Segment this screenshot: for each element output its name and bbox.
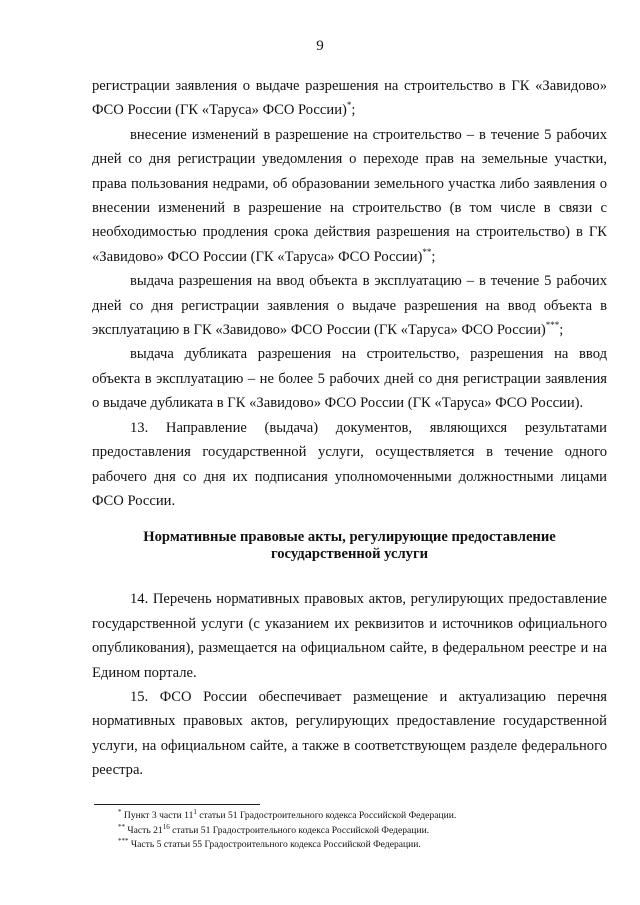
footnote-1 bbox=[118, 809, 598, 824]
footnote-mark: ** bbox=[118, 822, 125, 831]
footnote-superscript: 1 bbox=[193, 807, 197, 816]
paragraph-13: 13. Направление (выдача) документов, являющихся результатами предоставления государственной услуги, осуществляется в течение одного рабочего дня со дня их подписания уполномоченными должностными лицами ФСО России. bbox=[92, 419, 607, 509]
footnote-divider bbox=[94, 804, 260, 805]
paragraph-14: 14. Перечень нормативных правовых актов, регулирующих предоставление государственной услуги (с указанием их реквизитов и источников официального опубликования), размещается на официальном сайте, в федеральном реестре и на Едином портале. bbox=[92, 591, 607, 681]
footnote-ref: *** bbox=[545, 320, 560, 331]
footnote-text: статьи 51 Градостроительного кодекса Российской Федерации. bbox=[169, 824, 430, 836]
footnote-text: Часть 21 bbox=[127, 824, 163, 836]
paragraph-text: выдача разрешения на ввод объекта в эксплуатацию – в течение 5 рабочих дней со дня регистрации заявления о выдаче разрешения на ввод объекта в эксплуатацию в ГК «Завидово» ФСО России (ГК «Таруса» ФСО России) bbox=[92, 273, 607, 339]
footnote-superscript: 16 bbox=[162, 822, 170, 831]
footnote-ref: ** bbox=[422, 246, 432, 257]
section-heading bbox=[92, 529, 607, 563]
footnote-text: Часть 5 статьи 55 Градостроительного кодекса Российской Федерации. bbox=[130, 839, 421, 850]
body-text bbox=[92, 74, 607, 783]
paragraph-continuation: регистрации заявления о выдаче разрешения на строительство в ГК «Завидово» ФСО России (ГК «Таруса» ФСО России)*; bbox=[92, 78, 607, 119]
paragraph-commissioning: выдача разрешения на ввод объекта в эксплуатацию – в течение 5 рабочих дней со дня регистрации заявления о выдаче разрешения на ввод объекта в эксплуатацию в ГК «Завидово» ФСО России (ГК «Таруса» ФСО России)***; bbox=[92, 273, 607, 339]
paragraph-text: внесение изменений в разрешение на строительство – в течение 5 рабочих дней со дня регистрации уведомления о переходе прав на земельные участки, права пользования недрами, об образовании земельного участка либо заявления о внесении изменений в разрешение на строительство (в том числе в связи с необходимостью продления срока действия разрешения на строительство) в ГК «Завидово» ФСО России (ГК «Таруса» ФСО России) bbox=[92, 126, 607, 265]
paragraph-text: регистрации заявления о выдаче разрешения на строительство в ГК «Завидово» ФСО России (ГК «Таруса» ФСО России) bbox=[92, 78, 607, 119]
footnote-ref: * bbox=[346, 100, 352, 111]
section-heading-line2: государственной услуги bbox=[270, 546, 429, 563]
footnote-text: Пункт 3 части 11 bbox=[123, 810, 194, 821]
footnote-2 bbox=[118, 824, 598, 839]
footnotes bbox=[118, 809, 598, 853]
footnote-mark: * bbox=[118, 807, 122, 816]
paragraph-15: 15. ФСО России обеспечивает размещение и актуализацию перечня нормативных правовых актов, регулирующих предоставление государственной услуги, на официальном сайте, а также в соответствующем разделе федерального реестра. bbox=[92, 688, 607, 779]
section-heading-line1: Нормативные правовые акты, регулирующие предоставление bbox=[143, 529, 556, 546]
footnote-mark: *** bbox=[118, 836, 129, 845]
page-number: 9 bbox=[316, 38, 324, 54]
footnote-3 bbox=[118, 838, 598, 853]
paragraph-duplicate: выдача дубликата разрешения на строительство, разрешения на ввод объекта в эксплуатацию – не более 5 рабочих дней со дня регистрации заявления о выдаче дубликата в ГК «Завидово» ФСО России (ГК «Таруса» ФСО России). bbox=[92, 346, 607, 412]
footnote-text: статьи 51 Градостроительного кодекса Российской Федерации. bbox=[196, 810, 457, 821]
paragraph-amendment: внесение изменений в разрешение на строительство – в течение 5 рабочих дней со дня регистрации уведомления о переходе прав на земельные участки, права пользования недрами, об образовании земельного участка либо заявления о внесении изменений в разрешение на строительство (в том числе в связи с необходимостью продления срока действия разрешения на строительство) в ГК «Завидово» ФСО России (ГК «Таруса» ФСО России)**; bbox=[92, 126, 607, 265]
